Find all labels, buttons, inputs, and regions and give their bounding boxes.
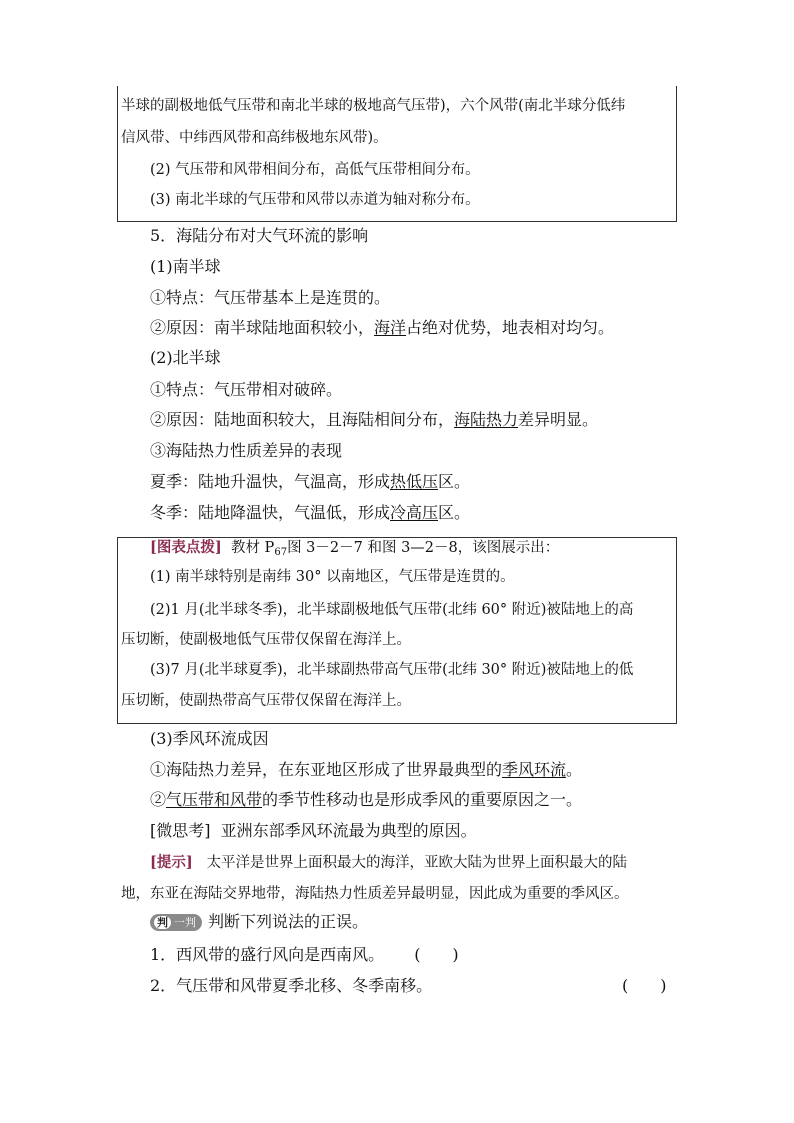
summer-underline: 热低压 <box>390 472 439 491</box>
figure-tip-page-sub: 67 <box>274 547 288 558</box>
think-line <box>150 823 477 839</box>
north-reason-pre: ②原因：陆地面积较大，且海陆相间分布， <box>150 410 455 429</box>
north-hemisphere-title: (2)北半球 <box>150 348 221 367</box>
south-reason-underline: 海洋 <box>374 318 407 337</box>
south-hemisphere-title: (1)南半球 <box>150 257 221 276</box>
hint-tag: [提示] <box>150 854 193 871</box>
winter-pre: 冬季：陆地降温快，气温低，形成 <box>150 503 391 522</box>
box1-line4: (3) 南北半球的气压带和风带以赤道为轴对称分布。 <box>150 192 480 208</box>
summer-pre: 夏季：陆地升温快，气温高，形成 <box>150 472 391 491</box>
figure-tip-p2b: 压切断，使副极地低气压带仅保留在海洋上。 <box>121 632 411 648</box>
judge-q1-text: 1．西风带的盛行风向是西南风。 <box>150 945 385 964</box>
winter-underline: 冷高压 <box>390 503 439 522</box>
north-reason-post: 差异明显。 <box>518 410 599 429</box>
monsoon-p2-underline: 气压带和风带 <box>166 790 263 809</box>
figure-tip-p3b: 压切断，使副热带高气压带仅保留在海洋上。 <box>121 693 411 709</box>
figure-tip-intro-pre: 教材 P <box>230 540 275 556</box>
think-label: [微思考] <box>150 821 211 840</box>
summer-line <box>150 474 470 490</box>
figure-tip-p1: (1) 南半球特别是南纬 30° 以南地区，气压带是连贯的。 <box>150 569 515 585</box>
monsoon-p1-post: 。 <box>566 760 583 779</box>
summer-post: 区。 <box>438 472 471 491</box>
monsoon-p1-pre: ①海陆热力差异，在东亚地区形成了世界最典型的 <box>150 760 503 779</box>
hint-text-1: 太平洋是世界上面积最大的海洋，亚欧大陆为世界上面积最大的陆 <box>206 855 628 871</box>
south-reason <box>150 320 614 336</box>
judge-instruction: 判断下列说法的正误。 <box>208 912 369 931</box>
monsoon-p2-post: 的季节性移动也是形成季风的重要原因之一。 <box>262 790 583 809</box>
winter-post: 区。 <box>438 503 471 522</box>
figure-tip-p3a: (3)7 月(北半球夏季)，北半球副热带高气压带(北纬 30° 附近)被陆地上的低 <box>150 662 634 678</box>
judge-instruction-line <box>150 914 368 931</box>
box1-line2: 信风带、中纬西风带和高纬极地东风带)。 <box>121 130 388 146</box>
south-reason-post: 占绝对优势，地表相对均匀。 <box>406 318 615 337</box>
figure-tip-tag: [图表点拨] <box>150 539 222 556</box>
monsoon-p1 <box>150 762 582 778</box>
north-reason <box>150 412 598 428</box>
judge-q2-answer-paren: ( ) <box>622 976 667 995</box>
judge-question-2: 2．气压带和风带夏季北移、冬季南移。 <box>150 976 433 995</box>
box1-line3: (2) 气压带和风带相间分布，高低气压带相间分布。 <box>150 162 480 178</box>
monsoon-p1-underline: 季风环流 <box>502 760 567 779</box>
north-feature: ①特点：气压带相对破碎。 <box>150 380 343 399</box>
hint-line2: 地，东亚在海陆交界地带，海陆热力性质差异最明显，因此成为重要的季风区。 <box>121 886 629 902</box>
section5-heading: 5．海陆分布对大气环流的影响 <box>150 226 369 245</box>
judge-badge <box>150 914 202 931</box>
monsoon-p2-pre: ② <box>150 790 167 809</box>
box1-line1: 半球的副极地低气压带和南北半球的极地高气压带)，六个风带(南北半球分低纬 <box>121 98 626 114</box>
hint-line1 <box>150 856 627 871</box>
figure-tip-p2a: (2)1 月(北半球冬季)，北半球副极地低气压带(北纬 60° 附近)被陆地上的高 <box>150 602 634 618</box>
judge-badge-rest: 一判 <box>174 916 196 929</box>
figure-tip-intro-post: 图 3－2－7 和图 3—2－8，该图展示出： <box>287 540 560 556</box>
think-text: 亚洲东部季风环流最为典型的原因。 <box>220 821 477 840</box>
judge-q1-answer-paren: ( ) <box>414 945 459 964</box>
thermal-diff-title: ③海陆热力性质差异的表现 <box>150 441 343 460</box>
monsoon-p2 <box>150 792 582 808</box>
monsoon-title: (3)季风环流成因 <box>150 729 269 748</box>
judge-question-1 <box>150 947 459 963</box>
winter-line <box>150 505 470 521</box>
north-reason-underline: 海陆热力 <box>454 410 519 429</box>
south-reason-pre: ②原因：南半球陆地面积较小， <box>150 318 375 337</box>
south-feature: ①特点：气压带基本上是连贯的。 <box>150 288 391 307</box>
figure-tip-intro <box>150 541 559 558</box>
judge-badge-first: 判 <box>154 916 171 929</box>
